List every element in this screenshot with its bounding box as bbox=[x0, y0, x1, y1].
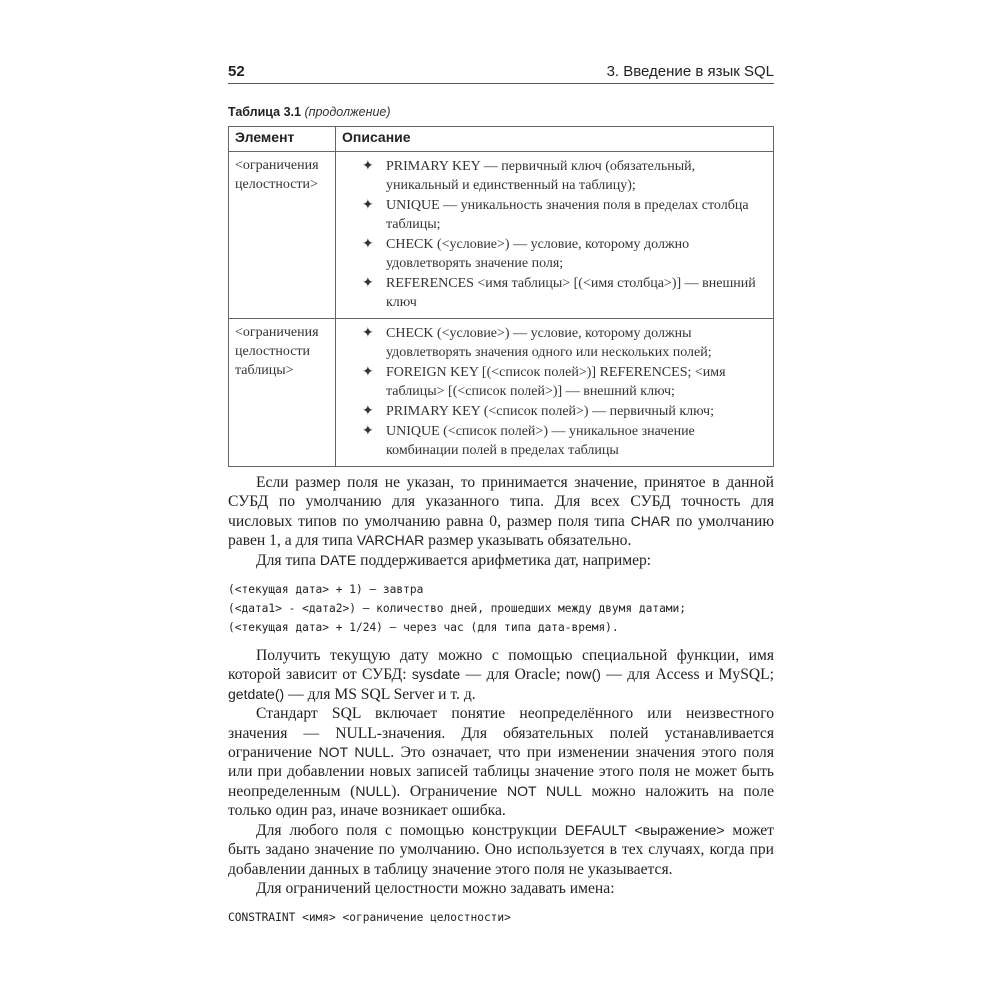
bullet-icon: ✦ bbox=[362, 365, 374, 380]
table-row bbox=[229, 319, 774, 467]
column-header-description: Описание bbox=[336, 127, 774, 152]
description-cell bbox=[336, 319, 774, 467]
list-item bbox=[362, 157, 767, 195]
list-item-text: FOREIGN KEY [(<список полей>)] REFERENCES; <имя таблицы> [(<список полей>)] — внешний ключ; bbox=[386, 365, 726, 399]
inline-code: DATE bbox=[319, 551, 357, 568]
description-list bbox=[342, 154, 767, 316]
text-run: — для MS SQL Server и т. д. bbox=[284, 685, 476, 703]
element-cell: <ограничения целостности> bbox=[229, 152, 336, 319]
text-run: Получить текущую дату можно с помощью специальной функции, имя которой зависит от СУБД: bbox=[228, 647, 774, 684]
code-line: CONSTRAINT <имя> <ограничение целостности> bbox=[228, 911, 511, 925]
text-run: Если размер поля не указан, то принимается значение, принятое в данной СУБД по умолчанию для указанного типа. Для всех СУБД точность для числовых типов по умолчанию равна 0, размер поля типа bbox=[228, 474, 774, 530]
text-run: . Это означает, что при изменении значения этого поля или при добавлении новых записей таблицы значение этого поля не может быть неопределенным ( bbox=[228, 744, 775, 800]
description-cell bbox=[336, 152, 774, 319]
text-run: ). Ограничение bbox=[391, 782, 507, 800]
bullet-icon: ✦ bbox=[362, 424, 374, 439]
bullet-icon: ✦ bbox=[362, 198, 374, 213]
chapter-title: 3. Введение в язык SQL bbox=[606, 63, 774, 80]
bullet-icon: ✦ bbox=[362, 404, 374, 419]
paragraph bbox=[228, 646, 774, 704]
running-header bbox=[228, 58, 774, 84]
bullet-icon: ✦ bbox=[362, 237, 374, 252]
table-row bbox=[229, 152, 774, 319]
inline-code: NULL bbox=[355, 782, 392, 799]
text-run: размер указывать обязательно. bbox=[424, 532, 632, 550]
list-item bbox=[362, 402, 767, 421]
list-item-text: CHECK (<условие>) — условие, которому должно удовлетворять значение поля; bbox=[386, 237, 690, 271]
paragraph bbox=[228, 879, 774, 898]
paragraph bbox=[228, 473, 774, 551]
text-run: Для ограничений целостности можно задавать имена: bbox=[256, 879, 615, 897]
list-item-text: PRIMARY KEY (<список полей>) — первичный ключ; bbox=[386, 404, 714, 419]
code-block bbox=[228, 908, 774, 927]
list-item bbox=[362, 324, 767, 362]
list-item-text: UNIQUE — уникальность значения поля в пределах столбца таблицы; bbox=[386, 198, 749, 232]
code-block bbox=[228, 580, 774, 637]
list-item bbox=[362, 422, 767, 460]
text-run: может быть задано значение по умолчанию. Оно используется в тех случаях, когда при добавлении данных в таблицу значение этого поля не указывается. bbox=[228, 821, 774, 878]
list-item bbox=[362, 363, 767, 401]
bullet-icon: ✦ bbox=[362, 276, 374, 291]
text-run: Для любого поля с помощью конструкции bbox=[256, 821, 565, 839]
inline-code: NOT NULL bbox=[318, 744, 391, 761]
list-item-text: REFERENCES <имя таблицы> [(<имя столбца>)] — внешний ключ bbox=[386, 276, 756, 310]
code-line: (<дата1> - <дата2>) — количество дней, прошедших между двумя датами; bbox=[228, 602, 687, 616]
list-item-text: CHECK (<условие>) — условие, которому должны удовлетворять значения одного или нескольких полей; bbox=[386, 326, 712, 360]
text-run: можно наложить на поле только один раз, иначе возникает ошибка. bbox=[228, 782, 775, 820]
list-item-text: UNIQUE (<список полей>) — уникальное значение комбинации полей в пределах таблицы bbox=[386, 424, 695, 458]
text-run: — для Access и MySQL; bbox=[600, 666, 774, 684]
text-run: Стандарт SQL включает понятие неопределённого или неизвестного значения — NULL-значения. Для обязательных полей устанавливается ограничение bbox=[228, 705, 774, 762]
text-run: поддерживается арифметика дат, например: bbox=[356, 551, 652, 569]
bullet-icon: ✦ bbox=[362, 326, 374, 341]
constraints-table bbox=[228, 126, 774, 467]
table-caption-number: Таблица 3.1 bbox=[228, 105, 301, 119]
code-line: (<текущая дата> + 1) — завтра bbox=[228, 583, 424, 597]
inline-code: CHAR bbox=[630, 512, 671, 529]
inline-code: DEFAULT <выражение> bbox=[564, 821, 725, 838]
list-item-text: PRIMARY KEY — первичный ключ (обязательный, уникальный и единственный на таблицу); bbox=[386, 159, 696, 193]
inline-code: now() bbox=[565, 666, 601, 683]
inline-code: sysdate bbox=[411, 666, 461, 683]
code-line: (<текущая дата> + 1/24) — через час (для типа дата-время). bbox=[228, 621, 619, 635]
column-header-element: Элемент bbox=[229, 127, 336, 152]
inline-code: NOT NULL bbox=[506, 782, 582, 799]
inline-code: getdate() bbox=[228, 685, 285, 702]
text-run: Для типа bbox=[256, 551, 320, 569]
list-item bbox=[362, 274, 767, 312]
book-page bbox=[228, 58, 774, 936]
paragraph bbox=[228, 551, 774, 570]
body-text bbox=[228, 473, 774, 927]
text-run: — для Oracle; bbox=[460, 666, 566, 684]
table-caption bbox=[228, 105, 774, 119]
list-item bbox=[362, 235, 767, 273]
text-run: по умолчанию равен 1, а для типа bbox=[228, 512, 774, 550]
inline-code: VARCHAR bbox=[356, 532, 425, 549]
list-item bbox=[362, 196, 767, 234]
bullet-icon: ✦ bbox=[362, 159, 374, 174]
paragraph bbox=[228, 704, 774, 820]
table-caption-note: (продолжение) bbox=[304, 105, 391, 119]
description-list bbox=[342, 321, 767, 464]
paragraph bbox=[228, 821, 774, 879]
element-cell: <ограничения целостности таблицы> bbox=[229, 319, 336, 467]
page-number: 52 bbox=[228, 63, 245, 80]
